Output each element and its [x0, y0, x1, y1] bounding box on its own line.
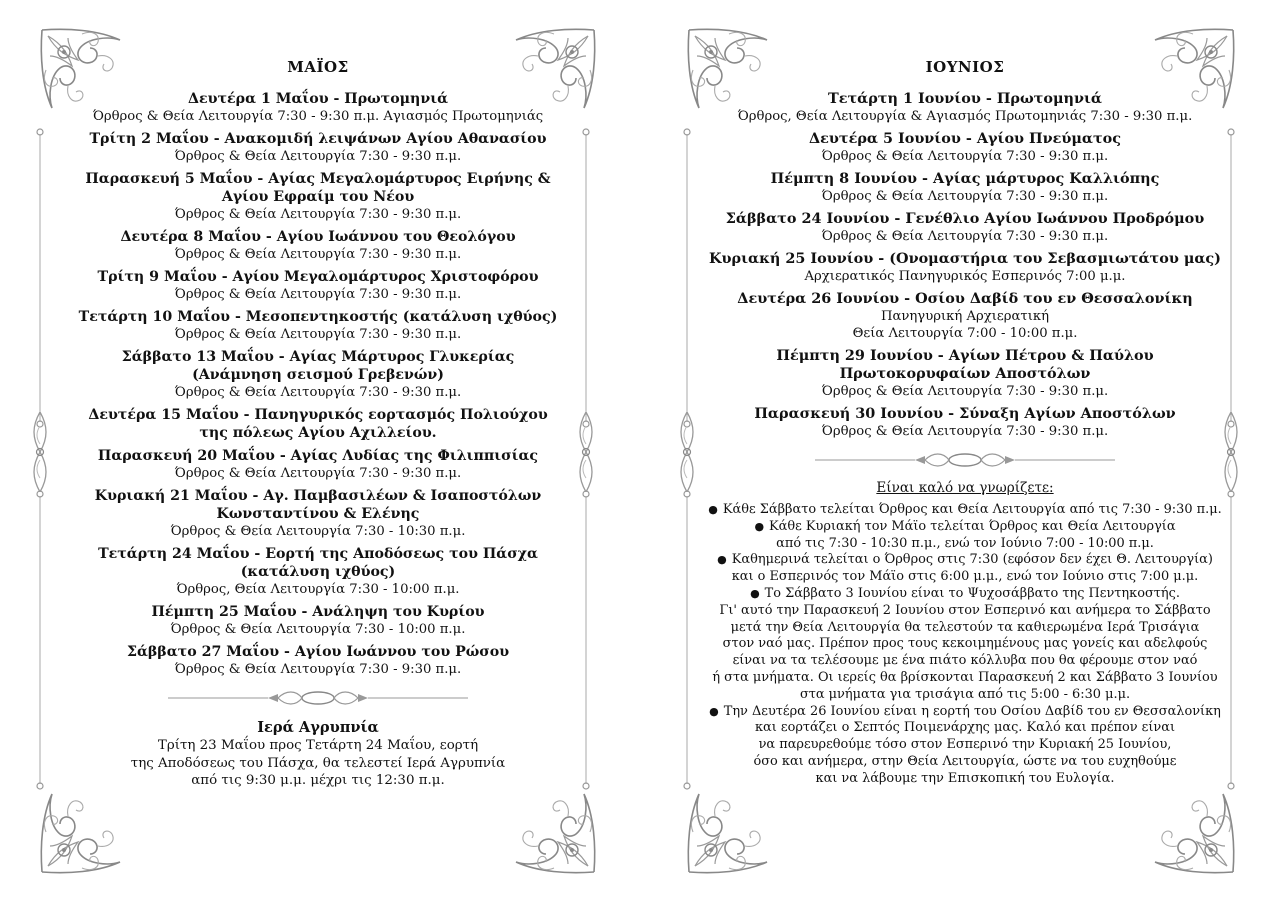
event-list: [58, 90, 578, 678]
event-title: Τετάρτη 10 Μαΐου - Μεσοπεντηκοστής (κατάλυση ιχθύος): [78, 309, 558, 325]
event-title: Τρίτη 2 Μαΐου - Ανακομιδή λειψάνων Αγίου Αθανασίου: [89, 131, 547, 147]
event-item: [699, 210, 1231, 245]
event-service-times: Όρθρος & Θεία Λειτουργία 7:30 - 9:30 π.μ.: [174, 207, 462, 222]
event-item: [699, 90, 1231, 125]
note-text: Κάθε Σάββατο τελείται Όρθρος και Θεία Λειτουργία από τις 7:30 - 9:30 π.μ.: [722, 502, 1222, 517]
event-service-times: Όρθρος & Θεία Λειτουργία 7:30 - 9:30 π.μ.: [174, 247, 462, 262]
event-title: Πέμπτη 8 Ιουνίου - Αγίας μάρτυρος Καλλιόπης: [770, 170, 1160, 187]
month-title: ΙΟΥΝΙΟΣ: [925, 58, 1005, 76]
border-line-right-bottom: [582, 490, 590, 790]
event-title: Δευτέρα 26 Ιουνίου - Οσίου Δαβίδ του εν Θεσσαλονίκη: [737, 290, 1193, 307]
event-service-times: Όρθρος & Θεία Λειτουργία 7:30 - 9:30 π.μ.: [821, 149, 1109, 164]
event-item: [699, 405, 1231, 440]
event-title: Παρασκευή 5 Μαΐου - Αγίας Μεγαλομάρτυρος Ειρήνης & Αγίου Εφραίμ του Νέου: [85, 171, 551, 205]
corner-ornament-bottom-left: [38, 784, 130, 876]
bullet-icon: ●: [750, 586, 760, 600]
event-title: Δευτέρα 5 Ιουνίου - Αγίου Πνεύματος: [808, 130, 1122, 147]
event-item: [58, 406, 578, 442]
event-title: Σάββατο 13 Μαΐου - Αγίας Μάρτυρος Γλυκερίας (Ανάμνηση σεισμού Γρεβενών): [121, 349, 515, 383]
event-service-times: Όρθρος & Θεία Λειτουργία 7:30 - 9:30 π.μ.: [174, 327, 462, 342]
event-item: [699, 170, 1231, 205]
border-line-left-bottom: [36, 490, 44, 790]
note-text: Την Δευτέρα 26 Ιουνίου είναι η εορτή του Οσίου Δαβίδ του εν Θεσσαλονίκη και εορτάζει ο Σεπτός Ποιμενάρχης μας. Καλό και πρέπον είναι να παρευρεθούμε τόσο στον Εσπερινό την Κυριακή 25 Ιουνίου, όσο και ανήμερα, στην Θεία Λειτουργία, ώστε να του ευχηθούμε και να λάβουμε την Επισκοπική του Ευλογία.: [723, 703, 1221, 786]
note-text: Το Σάββατο 3 Ιουνίου είναι το Ψυχοσάββατο της Πεντηκοστής. Γι' αυτό την Παρασκευή 2 Ιουνίου στον Εσπερινό και ανήμερα το Σάββατο μετά την Θεία Λειτουργία θα τελεστούν τα καθιερωμένα Ιερά Τρισάγια στον ναό μας. Πρέπον προς τους κεκοιμημένους μας γονείς και αδελφούς είναι να τα τελέσουμε με ένα πιάτο κόλλυβα που θα φέρουμε στον ναό ή στα μνήματα. Οι ιερείς θα βρίσκονται Παρασκευή 2 και Σάββατο 3 Ιουνίου στα μνήματα για τρισάγια από τις 5:00 - 6:30 μ.μ.: [712, 585, 1218, 702]
border-line-right-top: [582, 128, 590, 428]
event-item: [58, 643, 578, 678]
note-item: [699, 586, 1231, 704]
note-item: [699, 502, 1231, 519]
event-item: [58, 268, 578, 303]
event-item: [699, 290, 1231, 342]
border-line-left-top: [36, 128, 44, 428]
good-to-know-heading: Είναι καλό να γνωρίζετε:: [876, 480, 1054, 496]
event-service-times: Όρθρος & Θεία Λειτουργία 7:30 - 9:30 π.μ.: [821, 384, 1109, 399]
bullet-icon: ●: [709, 704, 719, 718]
event-title: Κυριακή 25 Ιουνίου - (Ονομαστήρια του Σεβασμιωτάτου μας): [709, 250, 1221, 267]
vigil-title: Ιερά Αγρυπνία: [257, 719, 379, 736]
notes-list: [699, 502, 1231, 788]
event-service-times: Όρθρος & Θεία Λειτουργία 7:30 - 10:30 π.μ.: [170, 524, 466, 539]
event-title: Δευτέρα 15 Μαΐου - Πανηγυρικός εορτασμός Πολιούχου της πόλεως Αγίου Αχιλλείου.: [88, 407, 548, 441]
event-item: [58, 487, 578, 540]
event-item: [699, 250, 1231, 285]
event-list: [699, 90, 1231, 440]
event-item: [58, 447, 578, 482]
event-item: [58, 545, 578, 598]
side-ornament-left: [30, 412, 50, 492]
vigil-text: Τρίτη 23 Μαΐου προς Τετάρτη 24 Μαΐου, εορτή της Αποδόσεως του Πάσχα, θα τελεστεί Ιερά Αγρυπνία από τις 9:30 μ.μ. μέχρι τις 12:30 π.μ.: [130, 738, 506, 788]
event-item: [58, 228, 578, 263]
event-item: [58, 90, 578, 125]
event-service-times: Όρθρος & Θεία Λειτουργία 7:30 - 9:30 π.μ. Αγιασμός Πρωτομηνιάς: [92, 109, 544, 124]
event-title: Δευτέρα 8 Μαΐου - Αγίου Ιωάννου του Θεολόγου: [120, 229, 516, 245]
event-service-times: Όρθρος, Θεία Λειτουργία & Αγιασμός Πρωτομηνιάς 7:30 - 9:30 π.μ.: [737, 109, 1193, 124]
event-service-times: Όρθρος & Θεία Λειτουργία 7:30 - 9:30 π.μ.: [821, 424, 1109, 439]
event-title: Κυριακή 21 Μαΐου - Αγ. Παμβασιλέων & Ισαποστόλων Κωνσταντίνου & Ελένης: [94, 488, 542, 522]
event-title: Τρίτη 9 Μαΐου - Αγίου Μεγαλομάρτυρος Χριστοφόρου: [97, 269, 539, 285]
month-title: ΜΑΪΟΣ: [287, 58, 349, 76]
event-service-times: Όρθρος & Θεία Λειτουργία 7:30 - 9:30 π.μ.: [821, 189, 1109, 204]
event-service-times: Όρθρος & Θεία Λειτουργία 7:30 - 9:30 π.μ.: [821, 229, 1109, 244]
june-schedule-panel: [637, 0, 1273, 902]
event-item: [58, 348, 578, 401]
event-item: [58, 130, 578, 165]
event-item: [58, 170, 578, 223]
event-item: [58, 308, 578, 343]
may-content: [58, 58, 578, 790]
event-title: Πέμπτη 25 Μαΐου - Ανάληψη του Κυρίου: [151, 604, 485, 620]
side-ornament-right: [576, 412, 596, 492]
event-item: [699, 130, 1231, 165]
event-title: Πέμπτη 29 Ιουνίου - Αγίων Πέτρου & Παύλου Πρωτοκορυφαίων Αποστόλων: [776, 347, 1154, 382]
corner-ornament-bottom-right: [506, 784, 598, 876]
event-title: Τετάρτη 1 Ιουνίου - Πρωτομηνιά: [828, 90, 1102, 107]
note-item: [699, 552, 1231, 586]
event-title: Παρασκευή 20 Μαΐου - Αγίας Λυδίας της Φιλιππισίας: [97, 448, 539, 464]
event-title: Τετάρτη 24 Μαΐου - Εορτή της Αποδόσεως του Πάσχα (κατάλυση ιχθύος): [98, 546, 538, 580]
corner-ornament-bottom-left: [685, 784, 777, 876]
divider-ornament: [168, 688, 468, 708]
border-line-left-bottom: [683, 490, 691, 790]
june-content: [699, 58, 1231, 788]
event-service-times: Πανηγυρική Αρχιερατική Θεία Λειτουργία 7:00 - 10:00 π.μ.: [852, 309, 1078, 341]
event-service-times: Όρθρος & Θεία Λειτουργία 7:30 - 9:30 π.μ.: [174, 287, 462, 302]
note-text: Καθημερινά τελείται ο Όρθρος στις 7:30 (εφόσον δεν έχει Θ. Λειτουργία) και ο Εσπερινός τον Μάϊο στις 6:00 μ.μ., ενώ τον Ιούνιο στις 7:00 μ.μ.: [731, 552, 1213, 585]
event-title: Παρασκευή 30 Ιουνίου - Σύναξη Αγίων Αποστόλων: [754, 405, 1176, 422]
event-service-times: Όρθρος & Θεία Λειτουργία 7:30 - 9:30 π.μ.: [174, 662, 462, 677]
event-service-times: Αρχιερατικός Πανηγυρικός Εσπερινός 7:00 μ.μ.: [804, 269, 1126, 284]
border-line-left-top: [683, 128, 691, 428]
bullet-icon: ●: [717, 553, 727, 567]
bullet-icon: ●: [708, 503, 718, 516]
event-item: [699, 347, 1231, 400]
divider-ornament: [815, 450, 1115, 470]
event-service-times: Όρθρος & Θεία Λειτουργία 7:30 - 9:30 π.μ.: [174, 149, 462, 164]
event-item: [58, 603, 578, 638]
bullet-icon: ●: [754, 519, 765, 533]
event-service-times: Όρθρος, Θεία Λειτουργία 7:30 - 10:00 π.μ.: [176, 582, 460, 597]
note-item: [699, 704, 1231, 788]
event-service-times: Όρθρος & Θεία Λειτουργία 7:30 - 9:30 π.μ.: [174, 385, 462, 400]
event-title: Σάββατο 24 Ιουνίου - Γενέθλιο Αγίου Ιωάννου Προδρόμου: [725, 210, 1205, 227]
event-service-times: Όρθρος & Θεία Λειτουργία 7:30 - 9:30 π.μ.: [174, 466, 462, 481]
event-title: Σάββατο 27 Μαΐου - Αγίου Ιωάννου του Ρώσου: [126, 644, 510, 660]
corner-ornament-bottom-right: [1145, 784, 1237, 876]
event-service-times: Όρθρος & Θεία Λειτουργία 7:30 - 10:00 π.μ.: [170, 622, 466, 637]
note-text: Κάθε Κυριακή τον Μάϊο τελείται Όρθρος και Θεία Λειτουργία από τις 7:30 - 10:30 π.μ., ενώ τον Ιούνιο 7:00 - 10:00 π.μ.: [769, 518, 1176, 551]
note-item: [699, 519, 1231, 553]
side-ornament-left: [677, 412, 697, 492]
event-title: Δευτέρα 1 Μαΐου - Πρωτομηνιά: [188, 91, 448, 107]
may-schedule-panel: [0, 0, 636, 902]
